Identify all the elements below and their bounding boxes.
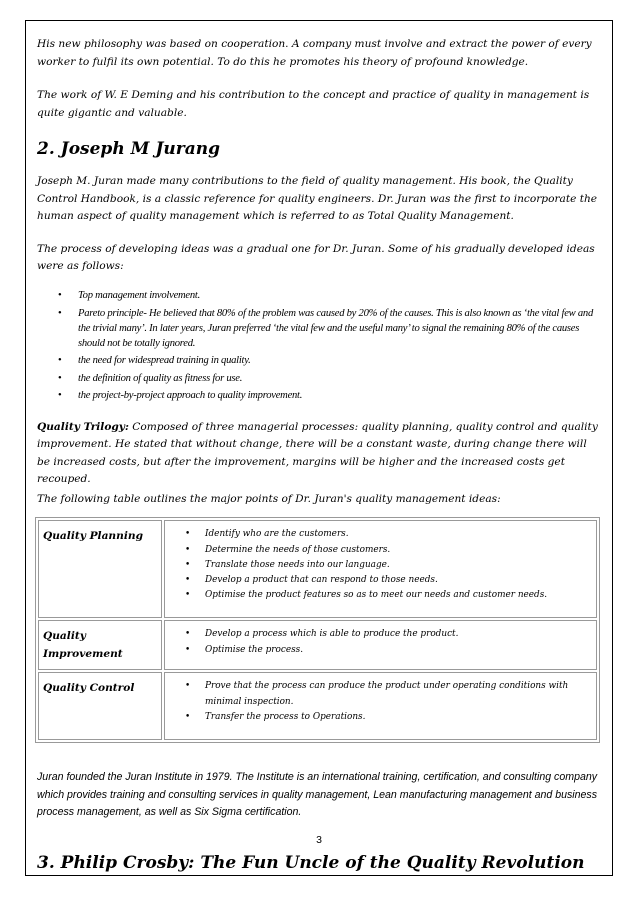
bullet-icon: • — [58, 355, 62, 367]
bullet-icon: • — [185, 644, 191, 655]
table-row-label: Quality Control — [38, 672, 162, 740]
list-item: • Pareto principle- He believed that 80% of the problem was caused by 20% of the causes. This is also known as ‘the vital few and the trivial many’. In later years, Juran preferred ‘the vital few and the useful many’ to signal the remaining 80% of the causes should not be totally ignored. — [58, 307, 594, 350]
table-row-points — [164, 672, 597, 740]
paragraph-deming-philosophy: His new philosophy was based on cooperation. A company must involve and extract the power of every worker to fulfil its own potential. To do this he promotes his theory of profound knowledge. — [37, 38, 592, 68]
table-row-label: Quality Improvement — [38, 620, 162, 670]
bullet-icon: • — [185, 681, 191, 692]
list-item: • the need for widespread training in quality. — [37, 353, 602, 368]
table-row-label: Quality Planning — [38, 520, 162, 618]
document-body — [37, 36, 602, 874]
paragraph-table-intro: The following table outlines the major points of Dr. Juran's quality management ideas: — [37, 492, 501, 505]
section-heading-juran: 2. Joseph M Jurang — [37, 139, 220, 159]
bullet-icon: • — [185, 575, 191, 586]
paragraph-juran-contributions: Joseph M. Juran made many contributions to the field of quality management. His book, the Quality Control Handbook, is a classic reference for quality engineers. Dr. Juran was the first to incorporate the human aspect of quality management which is referred to as Total Quality Management. — [37, 175, 598, 222]
paragraph-deming-contribution: The work of W. E Deming and his contribution to the concept and practice of quality in management is quite gigantic and valuable. — [37, 89, 590, 119]
table-row-points — [164, 620, 597, 670]
page-number: 3 — [316, 834, 322, 846]
paragraph-quality-trilogy: Quality Trilogy: Composed of three managerial processes: quality planning, quality control and quality improvement. He stated that without change, there will be a constant waste, during change there will be increased costs, but after the improvement, margins will be higher and the increased costs get recouped. — [37, 420, 598, 486]
paragraph-juran-institute: Juran founded the Juran Institute in 1979. The Institute is an international training, certification, and consulting company which provides training and consulting services in quality management, Lean manufacturing management and business process management, as well as Six Sigma certification. — [37, 771, 598, 819]
table-row — [38, 620, 597, 670]
bullet-icon: • — [185, 529, 191, 540]
list-item: • Identify who are the customers. — [169, 527, 592, 542]
list-item: • Prove that the process can produce the product under operating conditions with minimal inspection. — [185, 681, 569, 707]
list-item: • Develop a process which is able to produce the product. — [169, 627, 592, 642]
juran-ideas-list — [37, 288, 602, 403]
table-row — [38, 520, 597, 618]
list-item: • the definition of quality as fitness for use. — [37, 371, 602, 386]
list-item: • Transfer the process to Operations. — [169, 710, 592, 725]
table-row — [38, 672, 597, 740]
list-item: • the project-by-project approach to quality improvement. — [37, 388, 602, 403]
bullet-icon: • — [185, 544, 191, 555]
bullet-icon: • — [58, 289, 62, 301]
list-item: • Determine the needs of those customers. — [169, 543, 592, 558]
paragraph-juran-ideas-intro: The process of developing ideas was a gradual one for Dr. Juran. Some of his gradually developed ideas were as follows: — [37, 242, 595, 272]
section-heading-crosby: 3. Philip Crosby: The Fun Uncle of the Quality Revolution — [37, 852, 585, 873]
juran-trilogy-table — [35, 517, 600, 743]
table-row-points — [164, 520, 597, 618]
bullet-icon: • — [185, 629, 191, 640]
bullet-icon: • — [58, 389, 62, 401]
bullet-icon: • — [58, 372, 62, 384]
quality-trilogy-label: Quality Trilogy: — [37, 420, 129, 433]
bullet-icon: • — [185, 711, 191, 722]
bullet-icon: • — [185, 559, 191, 570]
list-item: • Top management involvement. — [37, 288, 602, 303]
list-item: • Optimise the product features so as to meet our needs and customer needs. — [169, 588, 592, 603]
bullet-icon: • — [58, 307, 62, 319]
bullet-icon: • — [185, 590, 191, 601]
list-item: • Develop a product that can respond to those needs. — [169, 573, 592, 588]
list-item: • Translate those needs into our language. — [169, 558, 592, 573]
list-item: • Optimise the process. — [169, 643, 592, 658]
